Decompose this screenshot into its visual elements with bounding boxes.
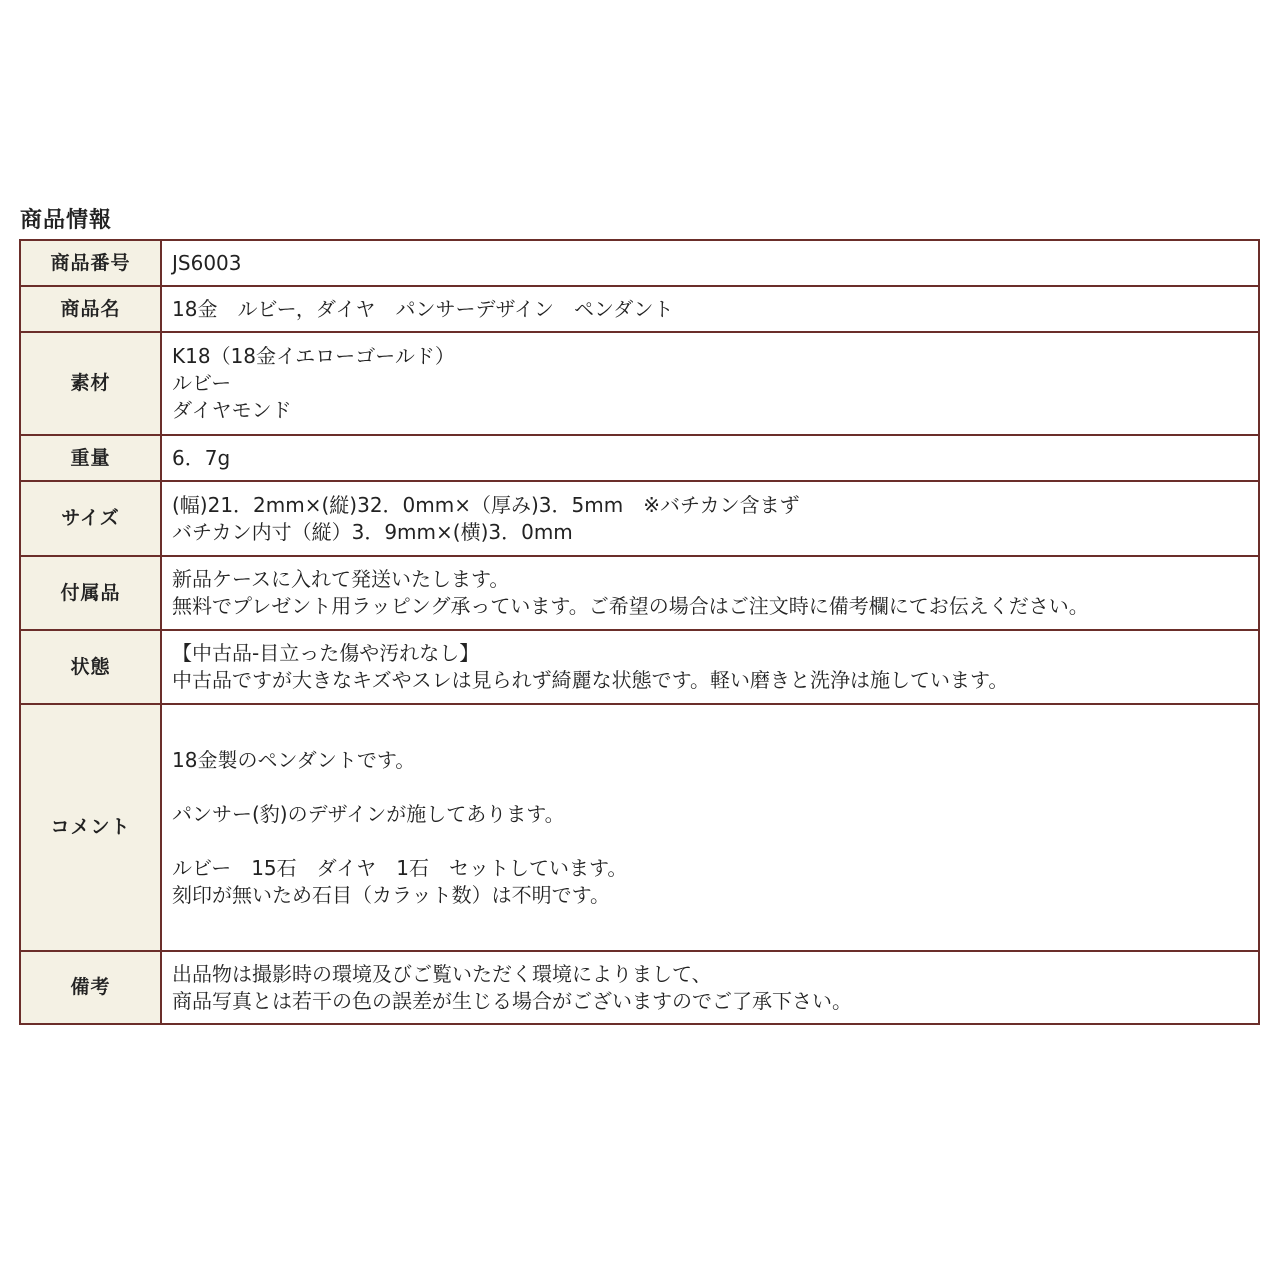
section-title: 商品情報 (20, 208, 113, 233)
label-product-name: 商品名 (20, 286, 161, 332)
value-line: 出品物は撮影時の環境及びご覧いただく環境によりまして、 (172, 961, 712, 986)
value-material (161, 332, 1259, 435)
label-material: 素材 (20, 332, 161, 435)
value-comment (161, 704, 1259, 951)
spacer (172, 774, 1248, 801)
row-remarks (20, 951, 1259, 1024)
value-line: ダイヤモンド (172, 398, 292, 422)
value-line: バチカン内寸（縦）3．9mm×(横)3．0mm (172, 519, 573, 544)
value-line: 6．7g (172, 445, 231, 470)
row-size (20, 481, 1259, 556)
row-comment (20, 704, 1259, 951)
label-weight: 重量 (20, 435, 161, 481)
value-accessories (161, 556, 1259, 630)
label-size: サイズ (20, 481, 161, 556)
value-remarks (161, 951, 1259, 1024)
label-product-number: 商品番号 (20, 240, 161, 286)
value-product-number (161, 240, 1259, 286)
row-condition (20, 630, 1259, 704)
value-line: (幅)21．2mm×(縦)32．0mm×（厚み)3．5mm ※バチカン含まず (172, 492, 800, 517)
value-line: パンサー(豹)のデザインが施してあります。 (172, 801, 565, 826)
label-remarks: 備考 (20, 951, 161, 1024)
spacer (172, 828, 1248, 855)
value-size (161, 481, 1259, 556)
value-weight (161, 435, 1259, 481)
value-line: 18金製のペンダントです。 (172, 747, 416, 772)
label-condition: 状態 (20, 630, 161, 704)
value-line: ルビー 15石 ダイヤ 1石 セットしています。 (172, 855, 628, 880)
label-comment: コメント (20, 704, 161, 951)
value-line: ルビー (172, 371, 232, 395)
value-product-name (161, 286, 1259, 332)
value-line: JS6003 (172, 250, 242, 275)
value-line: 新品ケースに入れて発送いたします。 (172, 567, 510, 591)
value-line: 【中古品-目立った傷や汚れなし】 (172, 641, 480, 665)
value-condition (161, 630, 1259, 704)
value-line: 商品写真とは若干の色の誤差が生じる場合がございますのでご了承下さい。 (172, 988, 852, 1013)
value-line: 刻印が無いため石目（カラット数）は不明です。 (172, 882, 610, 907)
product-info-table (19, 239, 1260, 1025)
value-line: K18（18金イエローゴールド） (172, 344, 455, 368)
row-weight (20, 435, 1259, 481)
row-accessories (20, 556, 1259, 630)
row-material (20, 332, 1259, 435)
value-line: 中古品ですが大きなキズやスレは見られず綺麗な状態です。軽い磨きと洗浄は施しています。 (172, 668, 1009, 692)
value-line: 無料でプレゼント用ラッピング承っています。ご希望の場合はご注文時に備考欄にてお伝えください。 (172, 594, 1089, 618)
row-product-number (20, 240, 1259, 286)
label-accessories: 付属品 (20, 556, 161, 630)
row-product-name (20, 286, 1259, 332)
value-line: 18金 ルビー，ダイヤ パンサーデザイン ペンダント (172, 296, 674, 321)
